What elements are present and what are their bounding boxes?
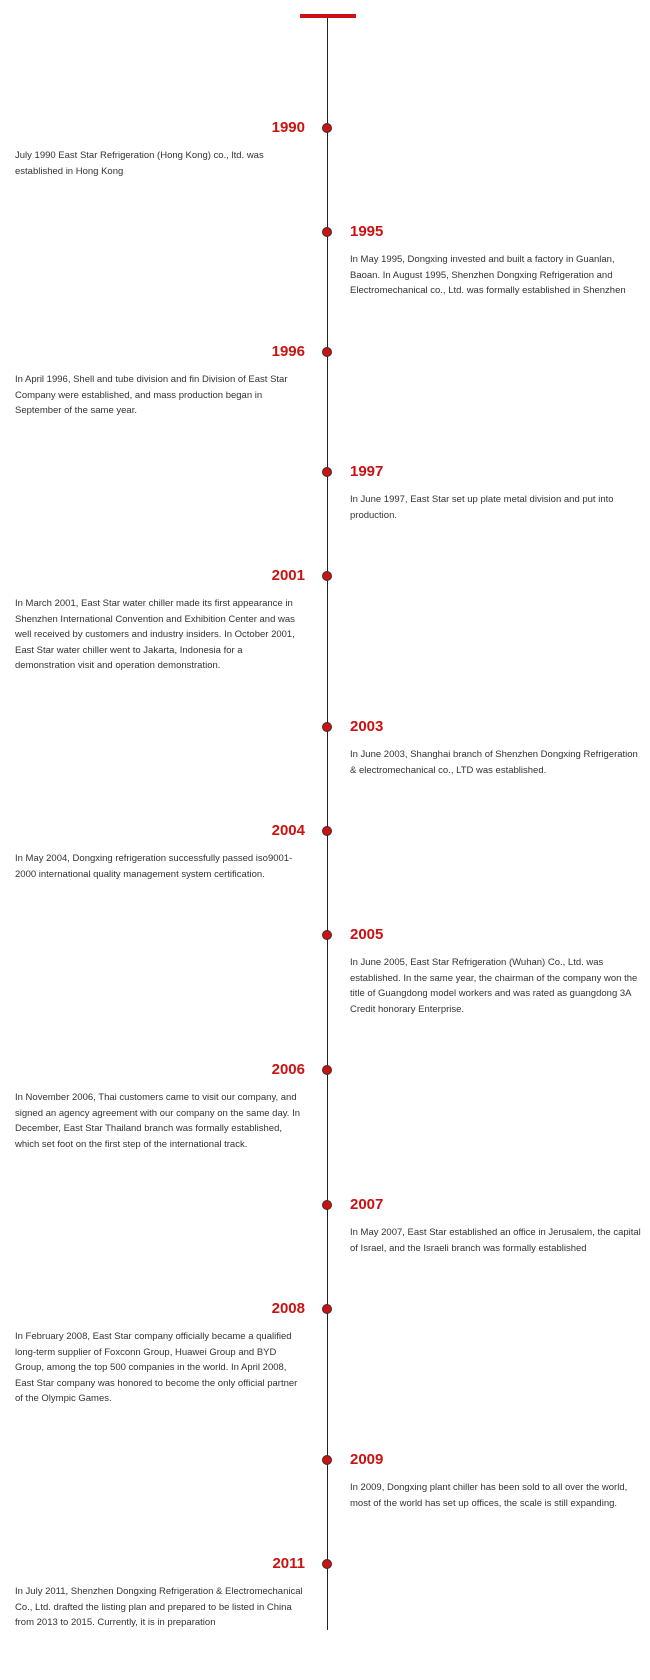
- timeline-dot: [322, 930, 332, 940]
- timeline-event-2007: [350, 1195, 645, 1256]
- event-year: 1997: [350, 463, 384, 480]
- timeline-event-1990: [15, 118, 305, 179]
- timeline-dot: [322, 123, 332, 133]
- event-description: In 2009, Dongxing plant chiller has been sold to all over the world, most of the world has set up offices, the scale is still expanding.: [350, 1482, 628, 1509]
- timeline-dot: [322, 1200, 332, 1210]
- timeline-dot: [322, 571, 332, 581]
- event-description: In May 2004, Dongxing refrigeration successfully passed iso9001-2000 international quality management system certification.: [15, 853, 293, 880]
- timeline-event-2003: [350, 717, 645, 778]
- timeline-event-2006: [15, 1060, 305, 1152]
- timeline-top-bar: [300, 14, 356, 18]
- event-year: 1996: [271, 343, 305, 360]
- event-description: In June 1997, East Star set up plate metal division and put into production.: [350, 494, 614, 521]
- event-description: In June 2005, East Star Refrigeration (Wuhan) Co., Ltd. was established. In the same year, the chairman of the company won the title of Guangdong model workers and was rated as guangdong 3A Credit honorary Enterprise.: [350, 957, 638, 1015]
- event-year: 1995: [350, 223, 384, 240]
- timeline-event-2009: [350, 1450, 645, 1511]
- timeline-dot: [322, 722, 332, 732]
- event-year: 2007: [350, 1196, 384, 1213]
- event-description: In May 1995, Dongxing invested and built a factory in Guanlan, Baoan. In August 1995, Shenzhen Dongxing Refrigeration and Electromechanical co., Ltd. was formally established in Shenzhen: [350, 254, 626, 296]
- event-description: In April 1996, Shell and tube division and fin Division of East Star Company were established, and mass production began in September of the same year.: [15, 374, 288, 416]
- event-description: In June 2003, Shanghai branch of Shenzhen Dongxing Refrigeration & electromechanical co., LTD was established.: [350, 749, 638, 776]
- timeline-dot: [322, 347, 332, 357]
- event-year: 2011: [272, 1555, 305, 1572]
- event-year: 2005: [350, 926, 384, 943]
- timeline-axis: [327, 18, 328, 1630]
- timeline-dot: [322, 1065, 332, 1075]
- timeline-event-1995: [350, 222, 645, 299]
- event-year: 2006: [271, 1061, 305, 1078]
- timeline-event-2008: [15, 1299, 305, 1407]
- event-year: 2009: [350, 1451, 384, 1468]
- timeline-event-2001: [15, 566, 305, 674]
- event-year: 2008: [271, 1300, 305, 1317]
- event-year: 2001: [271, 567, 305, 584]
- event-year: 2003: [350, 718, 384, 735]
- timeline-dot: [322, 467, 332, 477]
- event-description: In May 2007, East Star established an office in Jerusalem, the capital of Israel, and the Israeli branch was formally established: [350, 1227, 641, 1254]
- event-description: In February 2008, East Star company officially became a qualified long-term supplier of Foxconn Group, Huawei Group and BYD Group, among the top 500 companies in the world. In April 2008, East Star company was honored to become the only official partner of the Olympic Games.: [15, 1331, 298, 1404]
- timeline-dot: [322, 1304, 332, 1314]
- event-description: In March 2001, East Star water chiller made its first appearance in Shenzhen International Convention and Exhibition Center and was well received by customers and industry insiders. In October 2001, East Star water chiller went to Jakarta, Indonesia for a demonstration visit and operation demonstration.: [15, 598, 295, 671]
- timeline-event-2005: [350, 925, 645, 1017]
- event-description: In November 2006, Thai customers came to visit our company, and signed an agency agreement with our company on the same day. In December, East Star Thailand branch was formally established, which set foot on the first step of the international track.: [15, 1092, 300, 1150]
- timeline-dot: [322, 227, 332, 237]
- event-year: 1990: [271, 119, 305, 136]
- event-description: In July 2011, Shenzhen Dongxing Refrigeration & Electromechanical Co., Ltd. drafted the listing plan and prepared to be listed in China from 2013 to 2015. Currently, it is in preparation: [15, 1586, 303, 1628]
- event-year: 2004: [271, 822, 305, 839]
- timeline-event-1996: [15, 342, 305, 419]
- timeline-event-2004: [15, 821, 305, 882]
- timeline-event-1997: [350, 462, 645, 523]
- timeline-dot: [322, 826, 332, 836]
- timeline-dot: [322, 1559, 332, 1569]
- event-description: July 1990 East Star Refrigeration (Hong Kong) co., ltd. was established in Hong Kong: [15, 150, 264, 177]
- timeline-event-2011: [15, 1554, 305, 1631]
- timeline-dot: [322, 1455, 332, 1465]
